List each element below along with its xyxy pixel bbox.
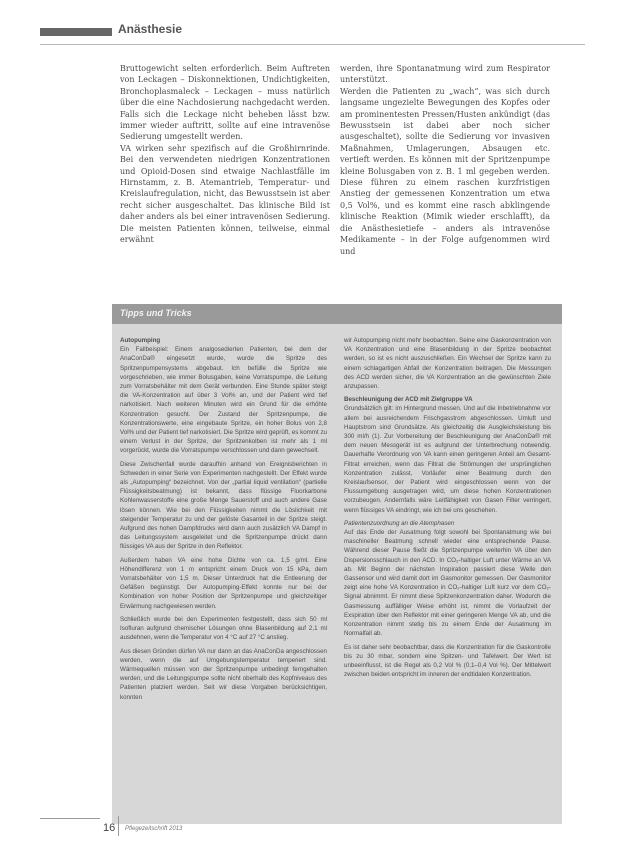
tips-column-right (344, 336, 551, 683)
footer-rule (40, 818, 100, 819)
tips-paragraph: Diese Zwischenfall wurde daraufhin anhand von Ereignisberichten in Schweden in einer Serie von Experimenten nachgestellt. Der Effekt wurde als „Autopumping“ bezeichnet. Von der „partial liquid ventilation“ (partielle Flüssigkeitsbeatmung) ist bekannt, dass flüssige Fluorkarbone Kohlenwasserstoffe eine große Menge Sauerstoff und auch andere Gase lösen können. Wie bei den Flüssigkeiten nimmt die Löslichkeit mit steigender Temperatur zu und der gelöste Gasanteil in der Spritze steigt. Aufgrund des hohen Dampfdrucks wird dann auch zusätzlich VA Dampf in das Leitungssystem ausgeleitet und die Spritzenpumpe drückt dann flüssiges VA aus der Spritze in den Reflektor. (120, 460, 327, 551)
paragraph: VA wirken sehr spezifisch auf die Großhirnrinde. Bei den verwendeten niedrigen Konzentrationen und Opioid-Dosen sind etwaige Nachlastfälle im Hirnstamm, z. B. Atemantrieb, Temperatur- und Kreislaufregulation, nicht, das Bewusstsein ist aber recht sicher ausgeschaltet. Das klinische Bild ist daher anders als bei einer intravenösen Sedierung. Die meisten Patienten können, teilweise, einmal erwähnt (120, 143, 330, 245)
tips-box (112, 304, 562, 824)
tips-paragraph: Ein Fallbeispiel: Einem analgosedierten Patienten, bei dem der AnaConDa® eingesetzt wurde, wurde die Spritze des Spritzenpumpensystems abgebaut. Ich befülle die Spritze wie vorgeschrieben, wie immer Bolusgaben, keine Vorratspumpe, die Leitung zum Vorratsbehälter mit dem Gerät verbunden. Eine Stunde später steigt die VA-Konzentration auf über 3 Vol% an, und der Patient wird tief narkotisiert. Nach weiteren Minuten wird ein Grund für die erhöhte Konzentration gesucht. Der Zustand der Spritzenpumpe, die Konzentrationswerte, eine eingebaute Spritze, ein hoher Bolus von 2,8 Vol% und der Patient tief narkotisiert. Die Spritze wird geprüft, es kommt zu einem Verlust in der Spritze, der Spritzenkolben ist mehr als 1 ml vorgerückt, wurde die Vorratspumpe verschlossen und dann gewechselt. (120, 346, 327, 455)
footer-divider (118, 816, 119, 836)
tips-paragraph: Es ist daher sehr beobachtbar, dass die Konzentration für die Gaskontrolle bis zu 30 mbar, sondern eine Spitzen- und Tafelwert. Der Wert ist unbeeinflusst, ist die Regel als 0,2 Vol % (0,1–0,4 Vol %). Der Mittelwert zwischen beiden entspricht im inneren der endtidalen Konzentration. (344, 643, 551, 679)
paragraph: Bruttogewicht selten erforderlich. Beim Auftreten von Leckagen – Diskonnektionen, Undichtigkeiten, Bronchoplasmaleck – Leckagen – muss natürlich über die eine Nachdosierung nachgedacht werden. Falls sich die Leckage nicht beheben lässt bzw. immer wieder auftritt, sollte auf eine intravenöse Sedierung umgestellt werden. (120, 64, 330, 142)
section-title: Anästhesie (118, 22, 183, 36)
paragraph: Werden die Patienten zu „wach“, was sich durch langsame ungezielte Bewegungen des Kopfes oder am prominentesten Pressen/Husten ankündigt (das Bewusstsein ist dabei aber noch sicher ausgeschaltet), sollte die Sedierung vor invasiven Maßnahmen, Umlagerungen, Absaugen etc. vertieft werden. Es können mit der Spritzenpumpe kleine Bolusgaben von z. B. 1 ml gegeben werden. Diese führen zu einem raschen kurzfristigen Anstieg der gemessenen Konzentration um etwa 0,5 Vol%, und es kommt eine rasch abklingende klinische Reaktion (Mimik wieder erschlafft), da die Anästhesietiefe – anders als intravenöse Medikamente – in der Folge aufgenommen wird und (340, 86, 550, 256)
tips-paragraph: Grundsätzlich gilt: im Hintergrund messen. Und auf die Inbetriebnahme vor allem bei ausreichendem Frischgasstrom abgeschlossen. Umluft und Hauptstrom sind Grundsätze. Als gleichzeitig die Ausgleichsleistung bis 300 ml/h (1). Zur Vorbereitung der Beschleunigung der AnaConDa® mit dem neuen Messgerät ist es aufgrund der Unterbrechung notwendig. Dauerhafte Verordnung von VA kann einen geringeren Anteil am Gesamt-Filtrat erreichen, wenn das Filtrat die Strömungen der ursprünglichen Konzentration zulässt, Vorläufer einer Beatmung durch den Kreislaufsensor, der Patient wird eingeschlossen wenn von der Flussumgebung ausgetragen wird, um diese hohen Konzentrationen vorzubeugen. Andernfalls wäre Leitfähigkeit von Gasen Filter verringert, wenn flüssiges VA eindringt, wie ich bei uns geschehen. (344, 405, 551, 514)
tips-paragraph: Auf das Ende der Ausatmung folgt sowohl bei Spontanatmung wie bei maschineller Beatmung schnell wieder eine entsprechende Pause. Während dieser Pause fließt die Spritzenpumpe weiterhin VA über den Dispersionsschlauch in den ACD. In CO₂-haltiger Luft unter Wärme an VA ab. Mit Beginn der nächsten Inspiration passiert diese Welle den Gassensor und wird damit dort im Gasmonitor gemessen. Der Gasmonitor zeigt eine hohe VA Konzentration in CO₂-haltiger Luft kurz vor dem CO₂-Signal abnimmt. Er nimmt diese Spitzenkonzentration daher. Wodurch die Gasmessung auffälliger Weise erhöht ist, nimmt die Vorlaufzeit der Exspiration über den Reflektor mit einer geringeren Menge VA ab, und die Konzentration nimmt stetig bis zu einem Ende der Ausatmung im Normalfall ab. (344, 529, 551, 638)
tips-subheading: Beschleunigung der ACD mit Zielgruppe VA (344, 396, 473, 404)
header-rule (40, 44, 585, 45)
tips-paragraph: Außerdem haben VA eine hohe Dichte von ca. 1,5 g/ml. Eine Höhendifferenz von 1 m entspricht einem Druck von 15 kPa, dem Vorratsbehälter von 1,5 m. Dieser Unterdruck hat die Entleerung der Gefäßen begünstigt. Der Autopumping-Effekt konnte nur bei der Kombination von hoher Position der Spritzenpumpe und gleichzeitiger Erwärmung nachgewiesen werden. (120, 556, 327, 610)
body-column-left (120, 63, 330, 246)
tips-column-left (120, 336, 327, 706)
tips-box-header (112, 304, 562, 324)
tips-box-title: Tipps und Tricks (120, 308, 192, 318)
tips-subheading: Patientenzuordnung an die Atemphasen (344, 519, 455, 527)
tips-subheading: Autopumping (120, 337, 161, 344)
journal-name: Pflegezeitschrift 2013 (125, 826, 183, 832)
header-bar (40, 28, 112, 36)
paragraph: werden, ihre Spontanatmung wird zum Respirator unterstützt. (340, 64, 550, 85)
tips-paragraph: wir Autopumping nicht mehr beobachten. Seine eine Gaskonzentration von VA Konzentration und eine Blasenbildung in der Spritze beobachtet werden, so ist es nicht auszuschließen. Ein Wechsel der Spritze kann zu einem schlagartigen Abfall der Konzentration beitragen. Die Messungen des ACD werden sicher, die VA Konzentration an die gewünschten Ziele anzupassen. (344, 337, 551, 391)
tips-paragraph: Aus diesen Gründen dürfen VA nur dann an das AnaConDa angeschlossen werden, wenn die auf Umgebungstemperatur temperiert sind. Wärmequellen müssen von der Spritzenpumpe unbedingt ferngehalten werden, und die Leitungspumpe sollte nicht oberhalb des Kopfniveaus des Patienten platziert werden. Seit wir diese Vorgaben berücksichtigen, konnten (120, 647, 327, 701)
page-number: 16 (103, 822, 116, 834)
tips-paragraph: Schließlich wurde bei den Experimenten festgestellt, dass sich 50 ml Isofluran aufgrund chemischer Lösungen ohne Blasenbildung auf 2,1 ml ausdehnen, wenn die Temperatur von 4 °C auf 27 °C anstieg. (120, 615, 327, 642)
body-column-right (340, 63, 550, 257)
